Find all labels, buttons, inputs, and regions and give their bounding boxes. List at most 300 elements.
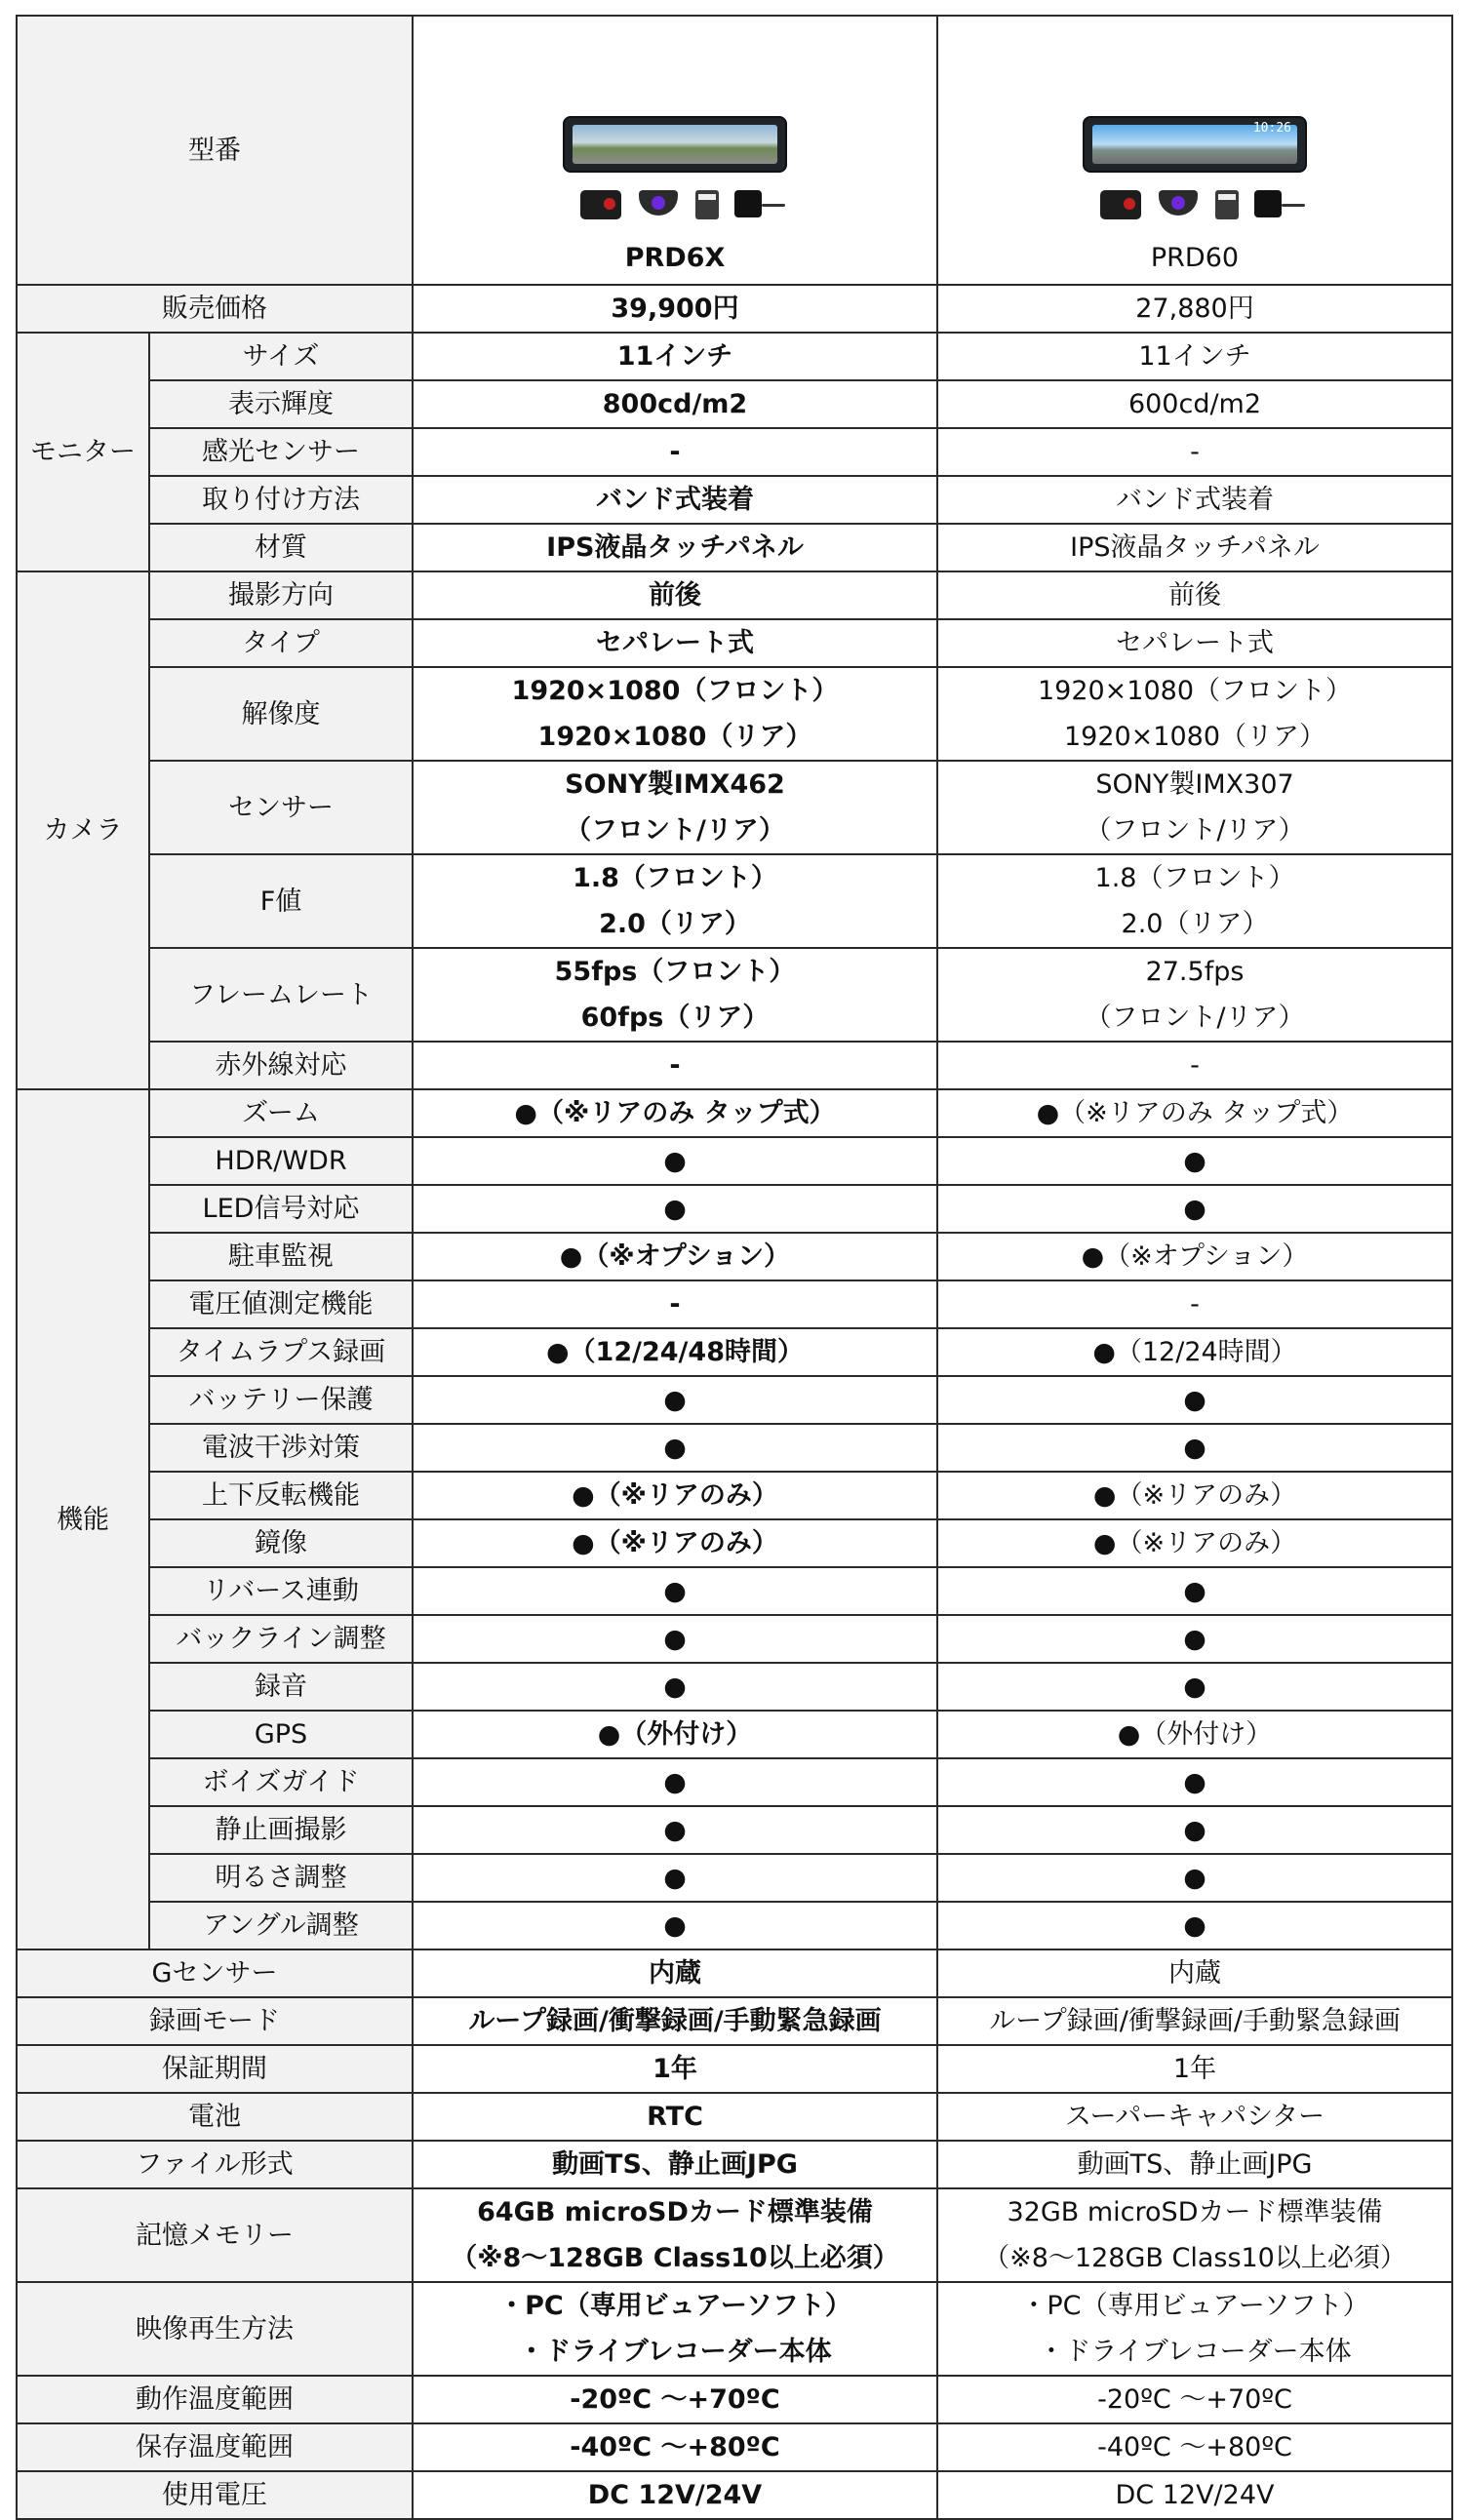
spec-row: [17, 2471, 1452, 2519]
prd60-value-cell: [937, 476, 1452, 524]
spec-value: ●: [663, 1624, 687, 1654]
spec-value: ●: [663, 1385, 687, 1415]
spec-label-cell: [17, 2423, 413, 2471]
spec-label: 解像度: [241, 698, 321, 729]
spec-label-cell: [149, 380, 413, 428]
spec-value: 11インチ: [1138, 341, 1251, 372]
screen-clock: 10:26: [1252, 121, 1291, 136]
mirror-monitor-icon: [1083, 116, 1307, 173]
spec-row: [17, 1185, 1452, 1233]
spec-label: バッテリー保護: [188, 1385, 374, 1415]
spec-label-cell: [149, 1758, 413, 1806]
spec-label-cell: [149, 524, 413, 571]
spec-value: 27.5fps: [1145, 957, 1245, 987]
spec-label-cell: [17, 1949, 413, 1997]
prd60-value-cell: [937, 1376, 1452, 1424]
spec-value: 39,900円: [611, 294, 739, 324]
spec-label: 映像再生方法: [136, 2313, 294, 2344]
prd6x-value-cell: [413, 2188, 937, 2282]
spec-value: SONY製IMX462: [565, 769, 785, 800]
spec-row: [17, 1376, 1452, 1424]
spec-value: 1年: [652, 2054, 697, 2084]
spec-row: [17, 1711, 1452, 1758]
prd60-value-cell: [937, 2188, 1452, 2282]
prd60-value-cell: [937, 1854, 1452, 1902]
spec-value: 前後: [1168, 580, 1221, 610]
prd6x-value-cell: [413, 285, 937, 333]
spec-label-cell: [149, 1233, 413, 1280]
spec-row: [17, 2423, 1452, 2471]
spec-value: ・PC（専用ビュアーソフト）: [1020, 2291, 1369, 2321]
spec-value: （※8～128GB Class10以上必須）: [983, 2243, 1406, 2273]
spec-value: バンド式装着: [596, 485, 754, 515]
prd60-value-cell: [937, 1472, 1452, 1519]
spec-value: ●（12/24/48時間）: [545, 1337, 804, 1367]
spec-value: ●: [1183, 1576, 1206, 1606]
spec-value: ●（※リアのみ タップ式）: [1036, 1098, 1354, 1128]
spec-label-cell: [149, 1472, 413, 1519]
prd6x-value-cell: [413, 2471, 937, 2519]
prd60-value-cell: [937, 333, 1452, 380]
prd60-value-cell: [937, 380, 1452, 428]
spec-label-cell: [17, 2045, 413, 2093]
spec-value: -20ºC ～+70ºC: [570, 2384, 780, 2415]
prd6x-value-cell: [413, 948, 937, 1042]
spec-value: ●: [663, 1767, 687, 1797]
spec-value: 32GB microSDカード標準装備: [1007, 2197, 1383, 2227]
spec-label: タイプ: [242, 628, 320, 658]
spec-row: [17, 2282, 1452, 2376]
prd60-value-cell: [937, 2141, 1452, 2188]
spec-label-cell: [149, 1615, 413, 1663]
spec-value: セパレート式: [1116, 628, 1274, 658]
spec-value: ●: [663, 1433, 687, 1463]
spec-label-cell: [149, 1280, 413, 1328]
prd6x-value-cell: [413, 1424, 937, 1472]
spec-label-cell: [149, 476, 413, 524]
spec-value: ・ドライブレコーダー本体: [518, 2337, 832, 2367]
spec-value: -: [669, 1050, 681, 1081]
spec-row: [17, 1280, 1452, 1328]
mirror-monitor-icon: [563, 116, 787, 173]
spec-label-cell: [149, 1137, 413, 1185]
gps-module-icon: [1254, 190, 1282, 217]
header-label: 型番: [188, 135, 241, 166]
prd6x-value-cell: [413, 2141, 937, 2188]
spec-row: [17, 1663, 1452, 1711]
spec-label-cell: [17, 2141, 413, 2188]
prd6x-product-image: [563, 116, 787, 233]
spec-label: HDR/WDR: [215, 1146, 347, 1176]
spec-row: [17, 1902, 1452, 1949]
spec-value: ・ドライブレコーダー本体: [1038, 2337, 1352, 2367]
prd60-value-cell: [937, 1806, 1452, 1854]
spec-value: ●: [663, 1672, 687, 1702]
spec-label-cell: [149, 1806, 413, 1854]
spec-value: 1920×1080（リア）: [537, 722, 812, 752]
prd60-value-cell: [937, 1902, 1452, 1949]
spec-label-cell: [17, 1997, 413, 2045]
spec-value: ●: [663, 1815, 687, 1845]
spec-table-body: [17, 16, 1452, 2519]
prd6x-value-cell: [413, 1854, 937, 1902]
spec-row: [17, 1997, 1452, 2045]
sd-card-icon: [1215, 190, 1239, 219]
header-row: [17, 16, 1452, 285]
spec-row: [17, 428, 1452, 476]
spec-label: F値: [259, 886, 302, 917]
prd6x-value-cell: [413, 1711, 937, 1758]
spec-label: 電波干渉対策: [202, 1433, 360, 1463]
spec-value: ●（※リアのみ）: [1092, 1480, 1297, 1511]
cable-icon: [1282, 204, 1305, 207]
prd6x-value-cell: [413, 2282, 937, 2376]
spec-value: 27,880円: [1135, 294, 1254, 324]
spec-value: ●: [663, 1146, 687, 1176]
spec-value: 55fps（フロント）: [554, 957, 796, 987]
spec-label: 電圧値測定機能: [188, 1289, 374, 1319]
spec-value: （※8～128GB Class10以上必須）: [451, 2243, 899, 2273]
spec-label-cell: [149, 1711, 413, 1758]
spec-value: ●: [663, 1194, 687, 1224]
spec-value: -: [669, 437, 681, 467]
spec-value: 1920×1080（リア）: [1063, 722, 1326, 752]
prd60-value-cell: [937, 571, 1452, 619]
spec-label: 保証期間: [162, 2054, 267, 2084]
spec-value: ●（※リアのみ）: [572, 1528, 778, 1558]
spec-value: IPS液晶タッチパネル: [1070, 532, 1320, 563]
prd60-value-cell: [937, 1137, 1452, 1185]
spec-row: [17, 1615, 1452, 1663]
prd60-value-cell: [937, 667, 1452, 761]
spec-label: LED信号対応: [202, 1194, 360, 1224]
spec-label: 録画モード: [149, 2006, 280, 2036]
spec-label-cell: [149, 761, 413, 854]
spec-row: [17, 619, 1452, 667]
prd6x-value-cell: [413, 1758, 937, 1806]
spec-label: 鏡像: [255, 1528, 307, 1558]
spec-label-cell: [17, 2188, 413, 2282]
spec-label: 駐車監視: [228, 1241, 334, 1272]
spec-label: ボイズガイド: [202, 1767, 360, 1797]
spec-row: [17, 667, 1452, 761]
spec-row: [17, 2045, 1452, 2093]
prd60-value-cell: [937, 2471, 1452, 2519]
spec-row: [17, 476, 1452, 524]
spec-row: [17, 1854, 1452, 1902]
prd6x-value-cell: [413, 1137, 937, 1185]
spec-value: ●（外付け）: [1117, 1719, 1273, 1750]
spec-label-cell: [149, 948, 413, 1042]
prd60-value-cell: [937, 854, 1452, 948]
spec-label: 使用電圧: [162, 2480, 267, 2510]
spec-label: 表示輝度: [228, 389, 334, 419]
spec-label-cell: [149, 1328, 413, 1376]
group-label: モニター: [30, 437, 136, 467]
spec-row: [17, 2376, 1452, 2423]
prd6x-value-cell: [413, 619, 937, 667]
spec-row: [17, 1806, 1452, 1854]
spec-label-cell: [149, 428, 413, 476]
spec-value: 内蔵: [649, 1958, 701, 1988]
spec-value: 2.0（リア）: [1121, 909, 1269, 939]
spec-label: 上下反転機能: [202, 1480, 360, 1511]
spec-value: 前後: [649, 580, 701, 610]
prd6x-value-cell: [413, 1663, 937, 1711]
spec-value: -: [1190, 1050, 1200, 1081]
spec-value: -40ºC ～+80ºC: [570, 2432, 780, 2462]
prd6x-value-cell: [413, 428, 937, 476]
spec-value: （フロント/リア）: [1085, 1003, 1305, 1033]
prd60-value-cell: [937, 428, 1452, 476]
spec-value: 1.8（フロント）: [1094, 863, 1295, 893]
prd60-value-cell: [937, 619, 1452, 667]
spec-label-cell: [149, 854, 413, 948]
spec-label: GPS: [254, 1719, 308, 1750]
prd60-value-cell: [937, 2423, 1452, 2471]
prd6x-value-cell: [413, 761, 937, 854]
spec-label: バックライン調整: [176, 1624, 386, 1654]
spec-value: ・PC（専用ビュアーソフト）: [498, 2291, 851, 2321]
product-name-prd60: PRD60: [1150, 243, 1240, 273]
prd6x-value-cell: [413, 333, 937, 380]
prd6x-value-cell: [413, 1519, 937, 1567]
header-label-cell: [17, 16, 413, 285]
sd-card-icon: [695, 190, 719, 219]
group-label-cell: [17, 1089, 149, 1949]
prd6x-value-cell: [413, 854, 937, 948]
rear-camera-icon: [639, 190, 678, 216]
prd60-value-cell: [937, 1233, 1452, 1280]
spec-value: ●（※オプション）: [1081, 1241, 1309, 1272]
spec-row: [17, 2093, 1452, 2141]
spec-row: [17, 2188, 1452, 2282]
product-header-prd60: [937, 16, 1452, 285]
prd6x-value-cell: [413, 1185, 937, 1233]
rear-camera-icon: [1159, 190, 1198, 216]
prd60-value-cell: [937, 1089, 1452, 1137]
prd6x-value-cell: [413, 1949, 937, 1997]
prd6x-value-cell: [413, 1806, 937, 1854]
spec-row: [17, 1089, 1452, 1137]
spec-value: バンド式装着: [1116, 485, 1274, 515]
prd6x-value-cell: [413, 2376, 937, 2423]
spec-label: ファイル形式: [136, 2149, 294, 2180]
spec-value: ●: [663, 1576, 687, 1606]
spec-value: ●: [1183, 1385, 1206, 1415]
spec-label: タイムラプス録画: [176, 1337, 386, 1367]
spec-label-cell: [149, 571, 413, 619]
spec-value: RTC: [647, 2102, 703, 2132]
gps-module-icon: [734, 190, 762, 217]
spec-value: 1年: [1172, 2054, 1217, 2084]
spec-row: [17, 1042, 1452, 1089]
spec-label: 動作温度範囲: [136, 2384, 294, 2415]
prd60-value-cell: [937, 1949, 1452, 1997]
spec-label: ズーム: [242, 1098, 320, 1128]
spec-value: -: [1190, 437, 1200, 467]
prd6x-value-cell: [413, 1328, 937, 1376]
prd6x-value-cell: [413, 667, 937, 761]
spec-value: 1920×1080（フロント）: [1037, 676, 1353, 706]
spec-row: [17, 333, 1452, 380]
prd60-value-cell: [937, 948, 1452, 1042]
spec-row: [17, 524, 1452, 571]
spec-value: -40ºC ～+80ºC: [1097, 2432, 1292, 2462]
spec-label-cell: [17, 2282, 413, 2376]
spec-value: ●（外付け）: [597, 1719, 753, 1750]
spec-label: Gセンサー: [151, 1958, 278, 1988]
prd6x-value-cell: [413, 524, 937, 571]
spec-value: ●: [663, 1863, 687, 1893]
spec-label: 電池: [188, 2102, 241, 2132]
spec-row: [17, 1472, 1452, 1519]
spec-label-cell: [149, 1424, 413, 1472]
spec-label: リバース連動: [203, 1576, 359, 1606]
prd60-value-cell: [937, 1567, 1452, 1615]
spec-row: [17, 285, 1452, 333]
spec-label-cell: [17, 2093, 413, 2141]
spec-value: 2.0（リア）: [599, 909, 751, 939]
group-label: カメラ: [43, 815, 123, 846]
spec-value: （フロント/リア）: [1085, 815, 1305, 846]
spec-label: 撮影方向: [228, 580, 334, 610]
group-label-cell: [17, 571, 149, 1089]
spec-value: ループ録画/衝撃録画/手動緊急録画: [989, 2006, 1401, 2036]
spec-label: アングル調整: [203, 1910, 359, 1941]
spec-label: 材質: [255, 532, 307, 563]
spec-value: ●（※リアのみ タップ式）: [514, 1098, 836, 1128]
spec-value: DC 12V/24V: [1115, 2480, 1275, 2510]
spec-row: [17, 1519, 1452, 1567]
front-camera-icon: [1100, 190, 1141, 219]
prd60-value-cell: [937, 1997, 1452, 2045]
prd6x-value-cell: [413, 1567, 937, 1615]
prd6x-value-cell: [413, 1997, 937, 2045]
spec-row: [17, 1949, 1452, 1997]
prd60-value-cell: [937, 2376, 1452, 2423]
spec-value: 64GB microSDカード標準装備: [477, 2197, 873, 2227]
spec-label: 静止画撮影: [215, 1815, 347, 1845]
spec-comparison-table: [16, 15, 1453, 2520]
prd60-value-cell: [937, 1758, 1452, 1806]
spec-label-cell: [149, 1089, 413, 1137]
spec-value: ●: [1183, 1194, 1206, 1224]
prd60-value-cell: [937, 285, 1452, 333]
spec-value: ●: [1183, 1146, 1206, 1176]
spec-value: セパレート式: [596, 628, 754, 658]
spec-value: -: [669, 1289, 681, 1319]
prd60-value-cell: [937, 2045, 1452, 2093]
spec-value: （フロント/リア）: [565, 815, 785, 846]
prd60-value-cell: [937, 1042, 1452, 1089]
spec-label-cell: [149, 1902, 413, 1949]
prd6x-value-cell: [413, 1233, 937, 1280]
spec-row: [17, 854, 1452, 948]
prd60-product-image: [1083, 116, 1307, 233]
spec-row: [17, 1424, 1452, 1472]
spec-value: -: [1190, 1289, 1200, 1319]
prd60-value-cell: [937, 1663, 1452, 1711]
prd60-value-cell: [937, 524, 1452, 571]
spec-label-cell: [149, 1519, 413, 1567]
spec-value: 1920×1080（フロント）: [511, 676, 839, 706]
cable-icon: [762, 204, 785, 207]
spec-value: ●: [1183, 1815, 1206, 1845]
prd6x-value-cell: [413, 2093, 937, 2141]
spec-label-cell: [149, 1663, 413, 1711]
spec-label: 販売価格: [162, 294, 267, 324]
prd6x-value-cell: [413, 1472, 937, 1519]
prd6x-value-cell: [413, 1376, 937, 1424]
prd60-value-cell: [937, 1424, 1452, 1472]
product-name-prd6x: PRD6X: [624, 243, 726, 273]
spec-value: 600cd/m2: [1127, 389, 1262, 419]
prd60-value-cell: [937, 2093, 1452, 2141]
spec-label: サイズ: [242, 341, 320, 372]
spec-label: 取り付け方法: [202, 485, 360, 515]
spec-row: [17, 2141, 1452, 2188]
spec-row: [17, 761, 1452, 854]
spec-value: スーパーキャパシター: [1064, 2102, 1325, 2132]
prd6x-value-cell: [413, 1902, 937, 1949]
spec-label: 保存温度範囲: [136, 2432, 294, 2462]
prd6x-value-cell: [413, 2423, 937, 2471]
prd6x-value-cell: [413, 1615, 937, 1663]
spec-value: ●: [1183, 1433, 1206, 1463]
spec-value: 動画TS、静止画JPG: [1077, 2149, 1313, 2180]
spec-label: 感光センサー: [202, 437, 360, 467]
spec-value: ●: [1183, 1624, 1206, 1654]
spec-value: ●: [1183, 1672, 1206, 1702]
spec-row: [17, 380, 1452, 428]
spec-label-cell: [149, 1042, 413, 1089]
product-header-prd6x: [413, 16, 937, 285]
spec-value: ●（※リアのみ）: [572, 1480, 778, 1511]
spec-row: [17, 1233, 1452, 1280]
spec-label-cell: [149, 1185, 413, 1233]
spec-row: [17, 1758, 1452, 1806]
spec-label-cell: [149, 333, 413, 380]
prd60-value-cell: [937, 1280, 1452, 1328]
spec-label-cell: [149, 1854, 413, 1902]
spec-value: ループ録画/衝撃録画/手動緊急録画: [468, 2006, 882, 2036]
group-label: 機能: [57, 1504, 109, 1535]
prd6x-value-cell: [413, 1042, 937, 1089]
prd6x-value-cell: [413, 571, 937, 619]
spec-value: ●: [663, 1910, 687, 1941]
spec-value: ●（12/24時間）: [1092, 1337, 1297, 1367]
spec-value: 60fps（リア）: [580, 1003, 770, 1033]
spec-value: SONY製IMX307: [1095, 769, 1294, 800]
spec-value: 1.8（フロント）: [573, 863, 777, 893]
spec-value: 内蔵: [1168, 1958, 1221, 1988]
spec-label: 赤外線対応: [215, 1050, 347, 1081]
spec-value: ●: [1183, 1767, 1206, 1797]
spec-value: ●: [1183, 1910, 1206, 1941]
spec-label-cell: [17, 285, 413, 333]
spec-label: 録音: [255, 1672, 307, 1702]
front-camera-icon: [580, 190, 621, 219]
prd6x-value-cell: [413, 476, 937, 524]
spec-label-cell: [149, 1567, 413, 1615]
prd60-value-cell: [937, 761, 1452, 854]
prd6x-value-cell: [413, 1280, 937, 1328]
spec-value: -20ºC ～+70ºC: [1097, 2384, 1292, 2415]
prd60-value-cell: [937, 1328, 1452, 1376]
spec-value: ●（※リアのみ）: [1092, 1528, 1297, 1558]
spec-value: ●: [1183, 1863, 1206, 1893]
